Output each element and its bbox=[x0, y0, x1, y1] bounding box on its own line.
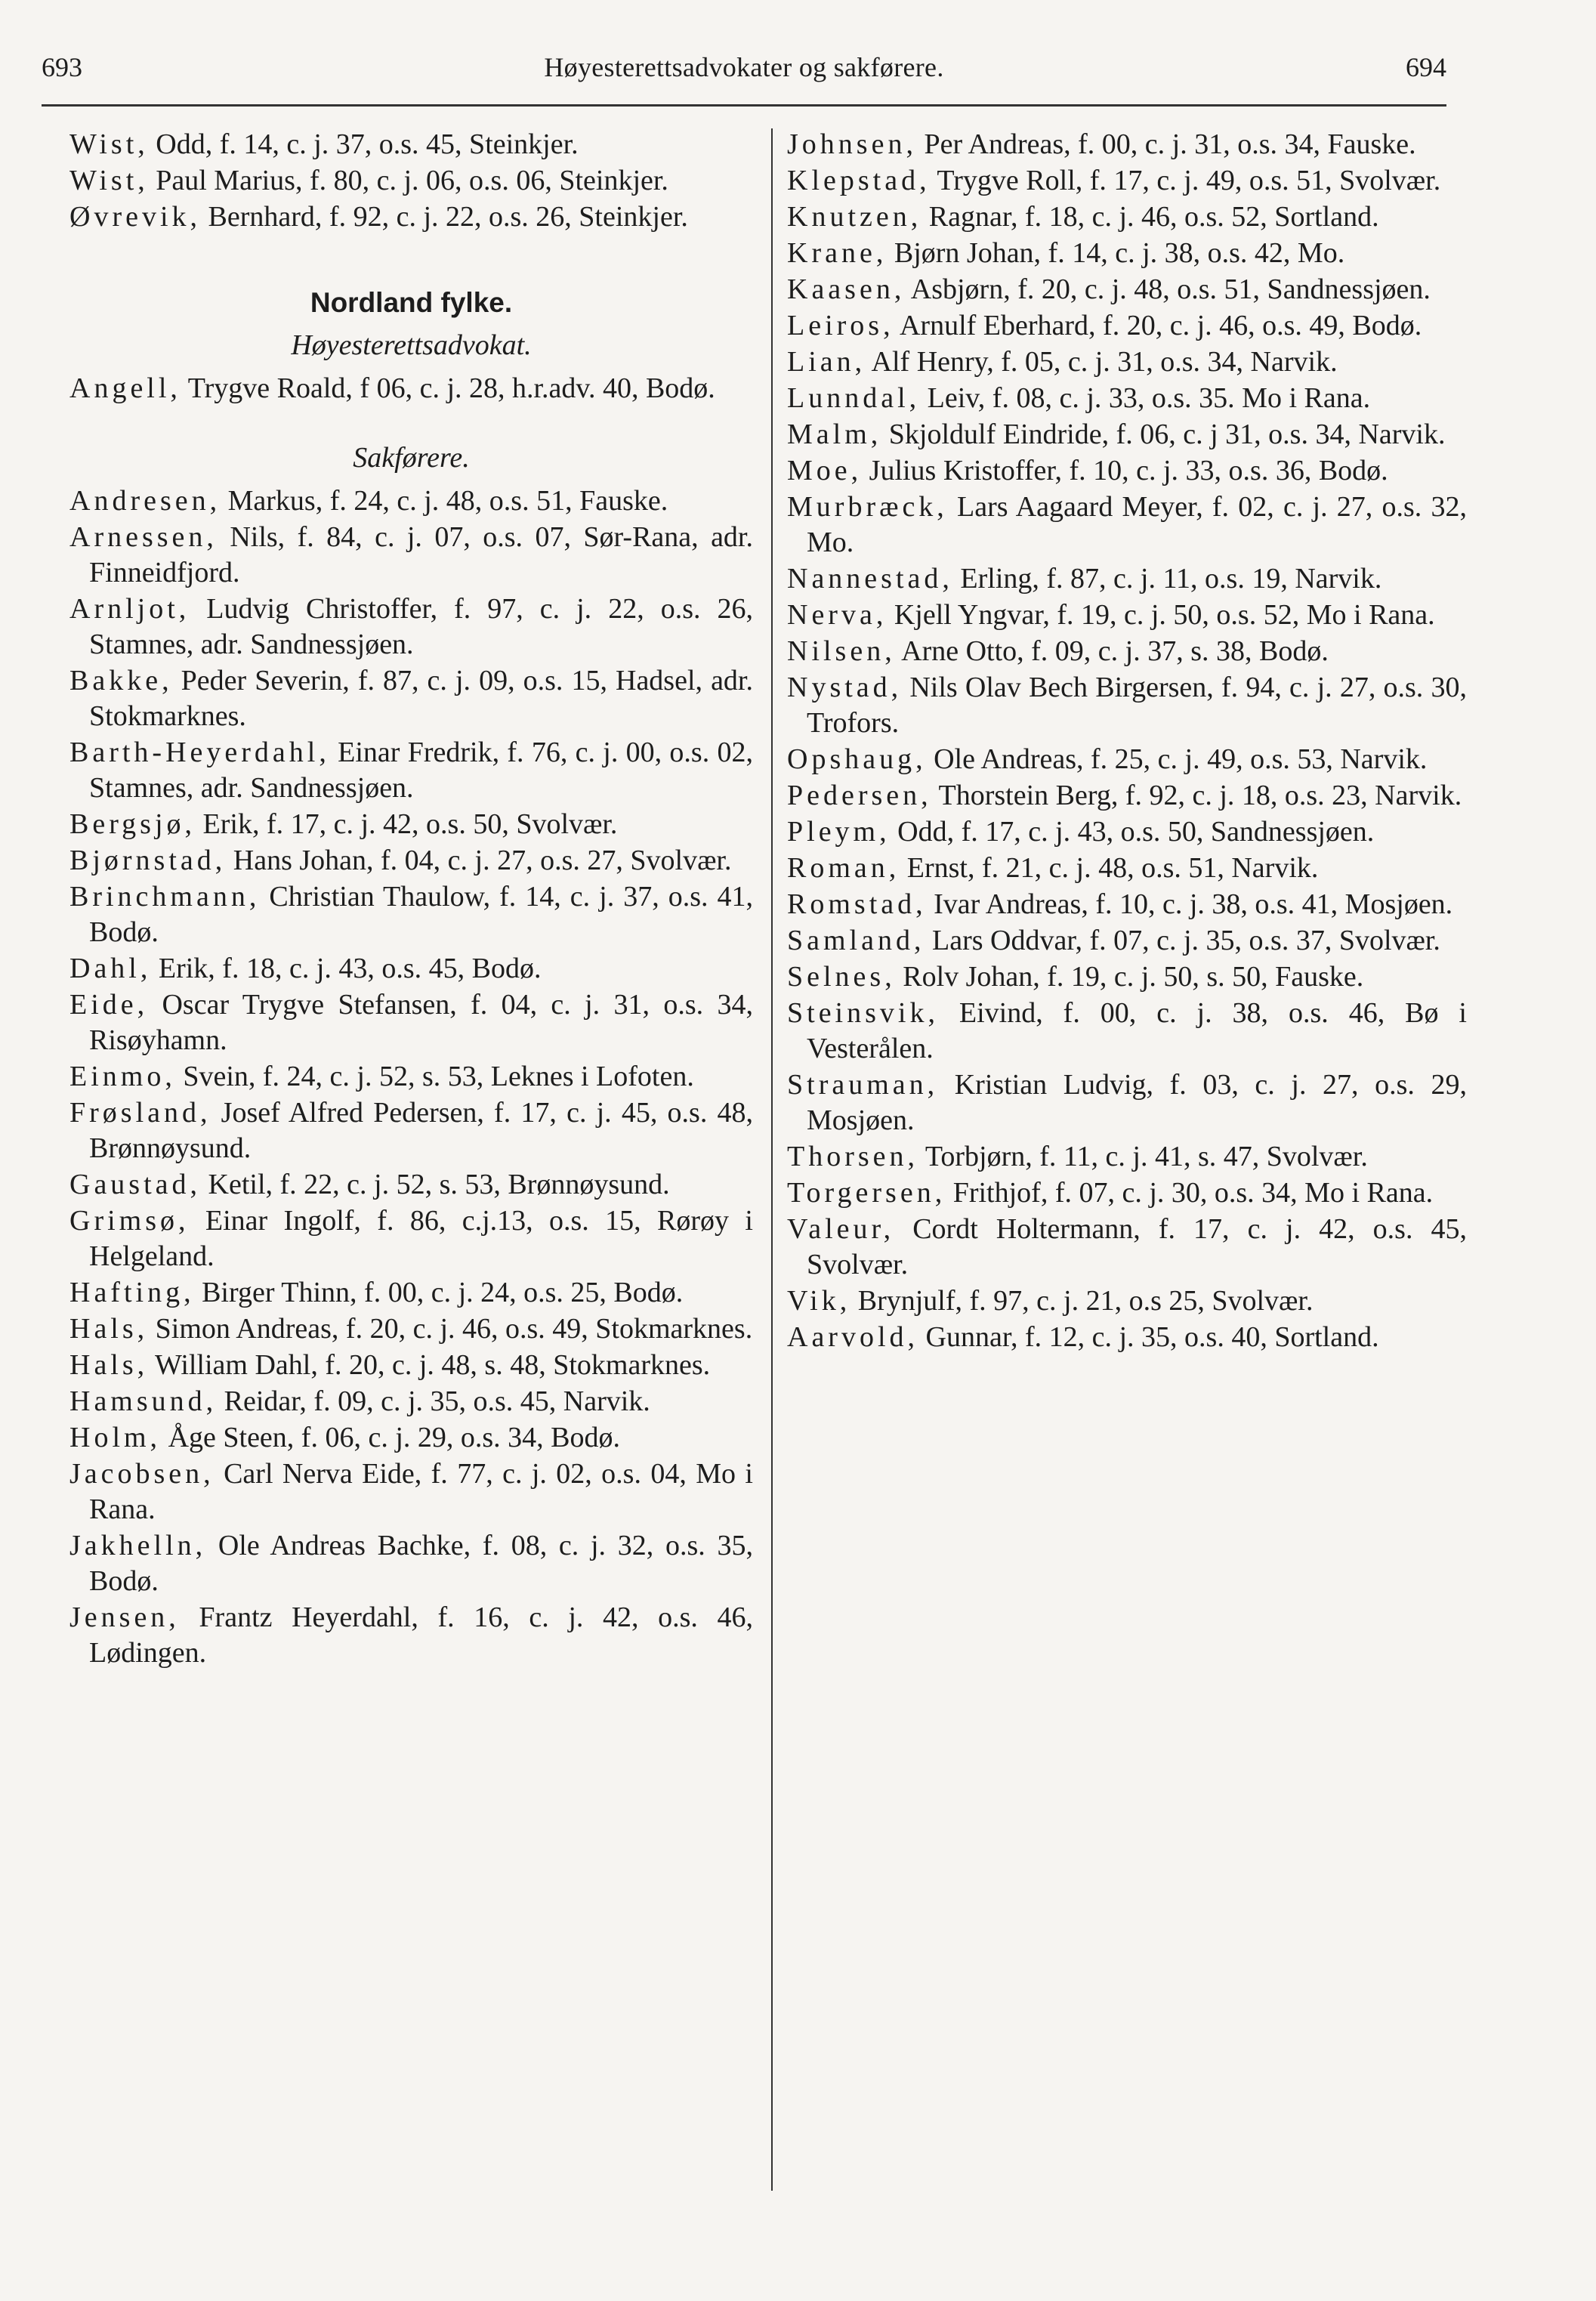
directory-entry bbox=[787, 851, 1467, 886]
entry-surname: Valeur, bbox=[787, 1213, 895, 1245]
entry-surname: Wist, bbox=[69, 128, 149, 160]
directory-entry bbox=[69, 1203, 753, 1274]
running-title: Høyesterettsadvokater og sakførere. bbox=[544, 52, 944, 82]
entry-details: Reidar, f. 09, c. j. 35, o.s. 45, Narvik. bbox=[217, 1385, 650, 1417]
entry-details: Frantz Heyerdahl, f. 16, c. j. 42, o.s. 46, Lødingen. bbox=[89, 1601, 753, 1669]
entry-details: Ole Andreas, f. 25, c. j. 49, o.s. 53, Narvik. bbox=[926, 743, 1428, 775]
directory-entry bbox=[69, 371, 753, 406]
directory-entry bbox=[69, 163, 753, 199]
directory-entry bbox=[787, 344, 1467, 380]
entry-details: Frithjof, f. 07, c. j. 30, o.s. 34, Mo i Rana. bbox=[946, 1177, 1434, 1209]
entry-details: Birger Thinn, f. 00, c. j. 24, o.s. 25, Bodø. bbox=[194, 1277, 684, 1308]
entry-surname: Murbræck, bbox=[787, 491, 948, 523]
directory-entry bbox=[787, 381, 1467, 416]
entry-surname: Angell, bbox=[69, 372, 181, 404]
entry-surname: Krane, bbox=[787, 237, 888, 269]
entry-details: Erik, f. 18, c. j. 43, o.s. 45, Bodø. bbox=[151, 953, 542, 984]
right-column bbox=[787, 127, 1467, 1356]
entry-surname: Strauman, bbox=[787, 1069, 939, 1101]
entry-details: Svein, f. 24, c. j. 52, s. 53, Leknes i Lofoten. bbox=[175, 1061, 694, 1092]
entry-details: Thorstein Berg, f. 92, c. j. 18, o.s. 23, Narvik. bbox=[931, 780, 1462, 811]
entry-surname: Knutzen, bbox=[787, 201, 922, 233]
entry-surname: Hafting, bbox=[69, 1277, 195, 1308]
directory-entry bbox=[69, 987, 753, 1058]
directory-entry bbox=[69, 1095, 753, 1166]
entry-details: Kristian Ludvig, f. 03, c. j. 27, o.s. 29, Mosjøen. bbox=[807, 1069, 1467, 1136]
directory-entry bbox=[787, 670, 1467, 741]
entry-surname: Samland, bbox=[787, 925, 925, 956]
directory-entry bbox=[69, 199, 753, 235]
entry-surname: Lian, bbox=[787, 346, 866, 378]
entry-details: Ketil, f. 22, c. j. 52, s. 53, Brønnøysund. bbox=[201, 1169, 670, 1200]
entry-surname: Bjørnstad, bbox=[69, 845, 227, 876]
entry-details: Asbjørn, f. 20, c. j. 48, o.s. 51, Sandnessjøen. bbox=[905, 273, 1431, 305]
entry-surname: Eide, bbox=[69, 989, 149, 1021]
directory-entry bbox=[787, 1212, 1467, 1283]
entries-advokat bbox=[69, 371, 753, 406]
directory-entry bbox=[69, 843, 753, 879]
entry-details: Ludvig Christoffer, f. 97, c. j. 22, o.s. 26, Stamnes, adr. Sandnessjøen. bbox=[89, 593, 753, 660]
entries-sakforere bbox=[69, 483, 753, 1671]
entry-surname: Nilsen, bbox=[787, 635, 896, 667]
entry-details: Hans Johan, f. 04, c. j. 27, o.s. 27, Svolvær. bbox=[226, 845, 732, 876]
directory-entry bbox=[787, 634, 1467, 669]
entry-details: Arnulf Eberhard, f. 20, c. j. 46, o.s. 49, Bodø. bbox=[894, 310, 1422, 341]
directory-entry bbox=[787, 742, 1467, 777]
entry-details: Lars Oddvar, f. 07, c. j. 35, o.s. 37, Svolvær. bbox=[925, 925, 1440, 956]
directory-entry bbox=[787, 272, 1467, 307]
entry-surname: Bergsjø, bbox=[69, 808, 196, 840]
entry-details: Carl Nerva Eide, f. 77, c. j. 02, o.s. 04, Mo i Rana. bbox=[89, 1458, 753, 1525]
entry-details: Ernst, f. 21, c. j. 48, o.s. 51, Narvik. bbox=[900, 852, 1319, 884]
entry-surname: Bakke, bbox=[69, 665, 173, 696]
entry-details: Cordt Holtermann, f. 17, c. j. 42, o.s. 45, Svolvær. bbox=[807, 1213, 1467, 1280]
entry-details: William Dahl, f. 20, c. j. 48, s. 48, Stokmarknes. bbox=[148, 1349, 711, 1381]
entry-surname: Malm, bbox=[787, 419, 882, 450]
directory-entry bbox=[69, 1311, 753, 1347]
header-rule bbox=[42, 104, 1446, 107]
column-divider bbox=[771, 128, 773, 2191]
entry-details: Brynjulf, f. 97, c. j. 21, o.s 25, Svolvær. bbox=[850, 1285, 1314, 1317]
entry-surname: Kaasen, bbox=[787, 273, 906, 305]
entry-surname: Dahl, bbox=[69, 953, 152, 984]
entry-details: Erling, f. 87, c. j. 11, o.s. 19, Narvik. bbox=[952, 563, 1382, 595]
entry-details: Nils, f. 84, c. j. 07, o.s. 07, Sør-Rana, adr. Finneidfjord. bbox=[89, 521, 753, 588]
entry-surname: Pedersen, bbox=[787, 780, 932, 811]
entry-surname: Wist, bbox=[69, 165, 149, 196]
entry-surname: Nystad, bbox=[787, 672, 903, 703]
directory-entry bbox=[69, 1528, 753, 1599]
entry-surname: Grimsø, bbox=[69, 1205, 190, 1237]
entry-details: Nils Olav Bech Birgersen, f. 94, c. j. 27, o.s. 30, Trofors. bbox=[807, 672, 1467, 739]
directory-entry bbox=[787, 814, 1467, 850]
directory-entry bbox=[787, 199, 1467, 235]
entry-details: Skjoldulf Eindride, f. 06, c. j 31, o.s. 34, Narvik. bbox=[881, 419, 1446, 450]
entry-surname: Torgersen, bbox=[787, 1177, 946, 1209]
entry-details: Åge Steen, f. 06, c. j. 29, o.s. 34, Bodø. bbox=[161, 1422, 621, 1453]
entry-details: Paul Marius, f. 80, c. j. 06, o.s. 06, Steinkjer. bbox=[148, 165, 668, 196]
entry-details: Julius Kristoffer, f. 10, c. j. 33, o.s. 36, Bodø. bbox=[862, 455, 1388, 486]
entries-right bbox=[787, 127, 1467, 1355]
directory-entry bbox=[69, 807, 753, 842]
directory-entry bbox=[69, 1275, 753, 1311]
entry-surname: Frøsland, bbox=[69, 1097, 211, 1129]
entry-surname: Roman, bbox=[787, 852, 900, 884]
entry-surname: Nannestad, bbox=[787, 563, 953, 595]
directory-entry bbox=[69, 1420, 753, 1456]
entry-surname: Opshaug, bbox=[787, 743, 927, 775]
entry-details: Per Andreas, f. 00, c. j. 31, o.s. 34, Fauske. bbox=[916, 128, 1416, 160]
directory-entry bbox=[787, 1320, 1467, 1355]
entry-details: Leiv, f. 08, c. j. 33, o.s. 35. Mo i Rana. bbox=[920, 382, 1371, 414]
entry-details: Josef Alfred Pedersen, f. 17, c. j. 45, o.s. 48, Brønnøysund. bbox=[89, 1097, 753, 1164]
directory-entry bbox=[69, 1059, 753, 1095]
entry-details: Trygve Roll, f. 17, c. j. 49, o.s. 51, Svolvær. bbox=[930, 165, 1441, 196]
entry-details: Trygve Roald, f 06, c. j. 28, h.r.adv. 40, Bodø. bbox=[181, 372, 715, 404]
entry-surname: Andresen, bbox=[69, 485, 221, 517]
entry-surname: Steinsvik, bbox=[787, 997, 939, 1029]
entry-surname: Jensen, bbox=[69, 1601, 180, 1633]
entry-details: Bjørn Johan, f. 14, c. j. 38, o.s. 42, Mo. bbox=[887, 237, 1345, 269]
directory-entry bbox=[69, 520, 753, 591]
directory-entry bbox=[787, 1175, 1467, 1211]
entry-surname: Øvrevik, bbox=[69, 201, 202, 233]
directory-entry bbox=[69, 1167, 753, 1203]
directory-entry bbox=[69, 1600, 753, 1671]
directory-entry bbox=[787, 1139, 1467, 1175]
directory-entry bbox=[69, 591, 753, 663]
entry-details: Bernhard, f. 92, c. j. 22, o.s. 26, Steinkjer. bbox=[201, 201, 688, 233]
entry-details: Simon Andreas, f. 20, c. j. 46, o.s. 49, Stokmarknes. bbox=[148, 1313, 753, 1345]
entry-details: Odd, f. 17, c. j. 43, o.s. 50, Sandnessjøen. bbox=[890, 816, 1375, 848]
entry-surname: Thorsen, bbox=[787, 1141, 919, 1172]
directory-entry bbox=[69, 127, 753, 162]
entry-details: Peder Severin, f. 87, c. j. 09, o.s. 15, Hadsel, adr. Stokmarknes. bbox=[89, 665, 753, 732]
directory-entry bbox=[69, 1456, 753, 1527]
directory-entry bbox=[787, 996, 1467, 1067]
directory-entry bbox=[69, 1348, 753, 1383]
entry-surname: Moe, bbox=[787, 455, 863, 486]
entry-surname: Arnessen, bbox=[69, 521, 218, 553]
entry-surname: Leiros, bbox=[787, 310, 894, 341]
entry-details: Ragnar, f. 18, c. j. 46, o.s. 52, Sortland. bbox=[921, 201, 1379, 233]
entry-details: Alf Henry, f. 05, c. j. 31, o.s. 34, Narvik. bbox=[866, 346, 1338, 378]
entry-details: Einar Ingolf, f. 86, c.j.13, o.s. 15, Rørøy i Helgeland. bbox=[89, 1205, 753, 1272]
entry-details: Ole Andreas Bachke, f. 08, c. j. 32, o.s. 35, Bodø. bbox=[89, 1530, 753, 1597]
entry-surname: Jacobsen, bbox=[69, 1458, 215, 1490]
section-heading: Nordland fylke. bbox=[310, 287, 513, 318]
entry-surname: Aarvold, bbox=[787, 1321, 919, 1353]
subheading-sakforere: Sakførere. bbox=[353, 442, 470, 474]
directory-entry bbox=[69, 1384, 753, 1419]
directory-entry bbox=[787, 453, 1467, 489]
directory-entry bbox=[787, 923, 1467, 959]
directory-entry bbox=[69, 879, 753, 950]
entry-surname: Lunndal, bbox=[787, 382, 921, 414]
entry-details: Odd, f. 14, c. j. 37, o.s. 45, Steinkjer. bbox=[148, 128, 579, 160]
directory-entry bbox=[787, 778, 1467, 814]
entry-surname: Brinchmann, bbox=[69, 881, 261, 913]
directory-entry bbox=[787, 236, 1467, 271]
entry-surname: Nerva, bbox=[787, 599, 888, 631]
entry-surname: Hals, bbox=[69, 1313, 149, 1345]
entry-surname: Klepstad, bbox=[787, 165, 931, 196]
entry-surname: Holm, bbox=[69, 1422, 162, 1453]
subheading-advokat: Høyesterettsadvokat. bbox=[291, 329, 532, 361]
entries-top bbox=[69, 127, 753, 235]
directory-entry bbox=[787, 959, 1467, 995]
directory-entry bbox=[787, 308, 1467, 344]
entry-details: Lars Aagaard Meyer, f. 02, c. j. 27, o.s. 32, Mo. bbox=[807, 491, 1467, 558]
directory-entry bbox=[787, 163, 1467, 199]
directory-entry bbox=[787, 1283, 1467, 1319]
entry-surname: Einmo, bbox=[69, 1061, 176, 1092]
directory-entry bbox=[787, 127, 1467, 162]
entry-surname: Hamsund, bbox=[69, 1385, 218, 1417]
entry-details: Erik, f. 17, c. j. 42, o.s. 50, Svolvær. bbox=[196, 808, 618, 840]
entry-surname: Pleym, bbox=[787, 816, 891, 848]
entry-surname: Arnljot, bbox=[69, 593, 190, 625]
directory-entry bbox=[787, 490, 1467, 561]
entry-surname: Jakhelln, bbox=[69, 1530, 207, 1561]
entry-details: Einar Fredrik, f. 76, c. j. 00, o.s. 02, Stamnes, adr. Sandnessjøen. bbox=[89, 737, 753, 804]
directory-entry bbox=[69, 735, 753, 806]
entry-details: Gunnar, f. 12, c. j. 35, o.s. 40, Sortland. bbox=[918, 1321, 1379, 1353]
entry-details: Arne Otto, f. 09, c. j. 37, s. 38, Bodø. bbox=[895, 635, 1329, 667]
directory-entry bbox=[787, 1067, 1467, 1138]
entry-surname: Hals, bbox=[69, 1349, 149, 1381]
entry-surname: Vik, bbox=[787, 1285, 851, 1317]
entry-surname: Gaustad, bbox=[69, 1169, 202, 1200]
page-number-right: 694 bbox=[1406, 52, 1446, 82]
entry-surname: Selnes, bbox=[787, 961, 896, 993]
directory-entry bbox=[69, 951, 753, 987]
entry-details: Oscar Trygve Stefansen, f. 04, c. j. 31, o.s. 34, Risøyhamn. bbox=[89, 989, 753, 1056]
entry-details: Christian Thaulow, f. 14, c. j. 37, o.s. 41, Bodø. bbox=[89, 881, 753, 948]
entry-surname: Romstad, bbox=[787, 888, 927, 920]
entry-details: Eivind, f. 00, c. j. 38, o.s. 46, Bø i Vesterålen. bbox=[807, 997, 1467, 1064]
directory-entry bbox=[69, 483, 753, 519]
entry-details: Rolv Johan, f. 19, c. j. 50, s. 50, Fauske. bbox=[895, 961, 1364, 993]
directory-entry bbox=[787, 598, 1467, 633]
directory-entry bbox=[787, 561, 1467, 597]
left-column bbox=[69, 127, 753, 1672]
entry-surname: Barth-Heyerdahl, bbox=[69, 737, 330, 768]
directory-entry bbox=[787, 417, 1467, 452]
page-number-left: 693 bbox=[42, 52, 82, 82]
entry-details: Kjell Yngvar, f. 19, c. j. 50, o.s. 52, Mo i Rana. bbox=[887, 599, 1435, 631]
entry-details: Markus, f. 24, c. j. 48, o.s. 51, Fauske. bbox=[221, 485, 668, 517]
entry-surname: Johnsen, bbox=[787, 128, 917, 160]
page-header bbox=[42, 51, 1446, 94]
directory-entry bbox=[787, 887, 1467, 922]
entry-details: Ivar Andreas, f. 10, c. j. 38, o.s. 41, Mosjøen. bbox=[926, 888, 1453, 920]
directory-entry bbox=[69, 663, 753, 734]
entry-details: Torbjørn, f. 11, c. j. 41, s. 47, Svolvær. bbox=[918, 1141, 1368, 1172]
